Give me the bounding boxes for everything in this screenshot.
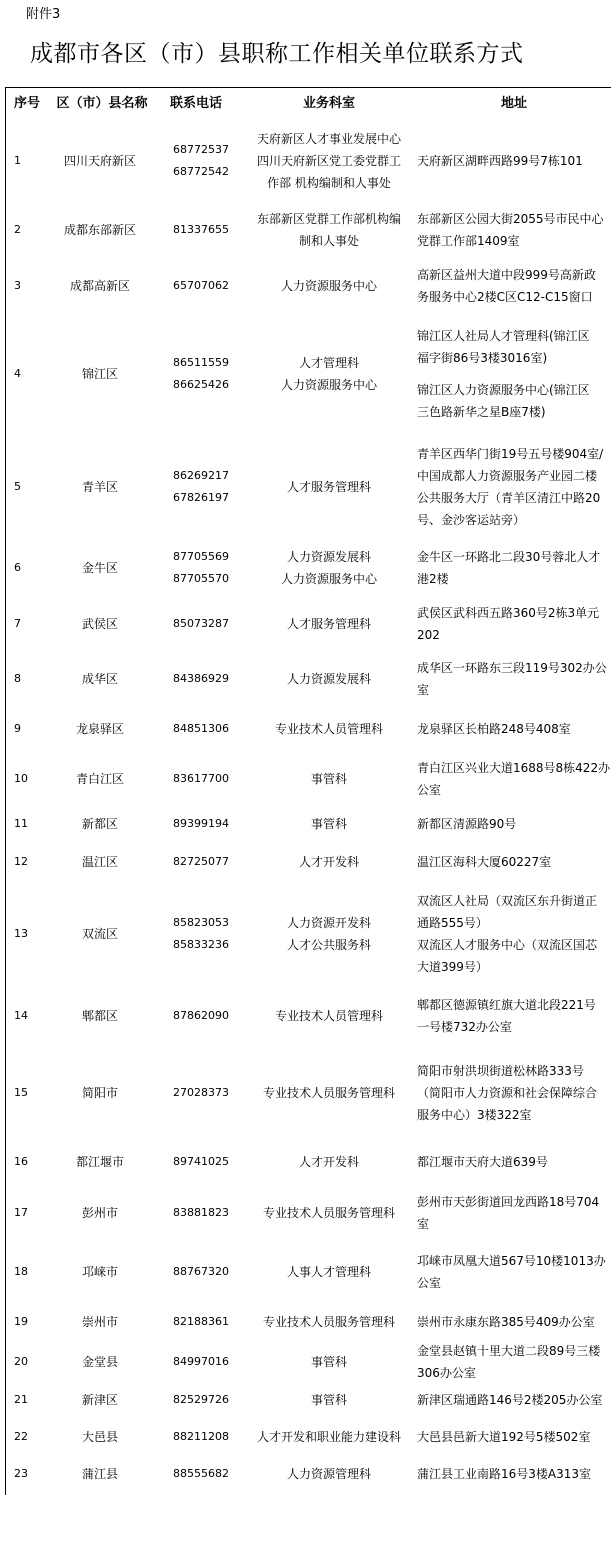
address-line: 邛崃市凤凰大道567号10楼1013办	[417, 1253, 606, 1268]
phone-cell	[156, 705, 246, 753]
table-row	[6, 1300, 611, 1343]
address-line: 公共服务大厅（青羊区清江中路20	[417, 490, 601, 505]
department-name: 制和人事处	[298, 234, 359, 248]
phone-cell	[156, 1243, 246, 1300]
header-name: 区（市）县名称	[56, 95, 148, 111]
address-line: 党群工作部1409室	[417, 234, 520, 248]
address-line: 金牛区一环路北二段30号蓉北人才	[417, 550, 601, 564]
department-name: 人才服务管理科	[286, 617, 371, 631]
address-line: 金堂县赵镇十里大道二段89号三楼	[417, 1344, 601, 1358]
phone-number: 85833236	[173, 938, 229, 951]
address-line: 通路555号）	[417, 916, 488, 930]
row-number: 7	[14, 617, 21, 630]
department-name: 人力资源管理科	[286, 1466, 371, 1481]
address-cell	[417, 1045, 611, 1141]
district-name: 武侯区	[81, 617, 118, 631]
address-cell	[417, 1381, 611, 1418]
table-row	[6, 540, 611, 596]
address-line: 武侯区武科西五路360号2栋3单元	[417, 606, 600, 620]
department-name: 人力资源服务中心	[280, 378, 377, 392]
department-name: 东部新区党群工作部机构编	[256, 212, 401, 226]
address-line: 锦江区人社局人才管理科(锦江区	[417, 329, 590, 343]
district-name: 成都东部新区	[63, 223, 136, 237]
row-number: 2	[14, 223, 21, 236]
table-row	[6, 1183, 611, 1243]
phone-cell	[156, 1381, 246, 1418]
address-line: 大邑县邑新大道192号5楼502室	[417, 1429, 591, 1444]
district-name: 四川天府新区	[63, 154, 136, 168]
phone-number: 86625426	[173, 378, 229, 391]
header-phone: 联系电话	[169, 95, 222, 111]
district-name: 龙泉驿区	[75, 722, 124, 736]
district-name: 崇州市	[81, 1314, 118, 1329]
district-name: 新都区	[81, 816, 118, 831]
address-line: 公室	[417, 1275, 442, 1290]
document-title: 成都市各区（市）县职称工作相关单位联系方式	[30, 41, 524, 67]
department-name: 事管科	[310, 1392, 347, 1407]
district-name: 成华区	[81, 672, 118, 686]
phone-number: 89399194	[173, 816, 229, 830]
district-name: 金牛区	[81, 561, 118, 575]
department-name: 四川天府新区党工委党群工	[256, 154, 401, 168]
department-name: 人力资源发展科	[286, 672, 371, 686]
phone-number: 84997016	[173, 1355, 229, 1368]
district-name: 大邑县	[81, 1429, 118, 1444]
phone-cell	[156, 595, 246, 653]
address-line: 龙泉驿区长柏路248号408室	[417, 722, 571, 736]
department-cell	[246, 540, 412, 596]
phone-number: 82725077	[173, 854, 229, 868]
row-number: 18	[14, 1264, 28, 1278]
attachment-label: 附件3	[26, 7, 61, 22]
phone-cell	[156, 1455, 246, 1492]
address-line: 蒲江县工业南路16号3楼A313室	[417, 1466, 592, 1481]
phone-number: 88555682	[173, 1466, 229, 1480]
address-line: 郫都区德源镇红旗大道北段221号	[417, 998, 596, 1012]
department-cell	[246, 316, 412, 432]
table-row	[6, 316, 611, 432]
department-name: 专业技术人员管理科	[274, 1009, 383, 1023]
address-cell	[417, 1343, 611, 1381]
phone-number: 87862090	[173, 1009, 229, 1022]
phone-number: 88211208	[173, 1429, 229, 1443]
district-name: 郫都区	[81, 1009, 118, 1023]
phone-cell	[156, 256, 246, 316]
address-cell	[417, 842, 611, 881]
address-line: 彭州市天彭街道回龙西路18号704	[417, 1195, 600, 1209]
district-name: 邛崃市	[81, 1264, 118, 1279]
phone-cell	[156, 881, 246, 987]
row-number: 17	[14, 1206, 28, 1219]
department-name: 作部 机构编制和人事处	[267, 176, 391, 190]
address-line: 双流区人社局（双流区东升街道正	[417, 894, 598, 908]
department-cell	[246, 1418, 412, 1455]
address-line: （简阳市人力资源和社会保障综合	[417, 1086, 598, 1100]
address-line: 崇州市永康东路385号409办公室	[417, 1314, 595, 1329]
address-line: 服务中心）3楼322室	[417, 1108, 532, 1122]
department-name: 人才开发和职业能力建设科	[256, 1429, 401, 1444]
address-line: 青白江区兴业大道1688号8栋422办	[417, 761, 611, 775]
phone-number: 88767320	[173, 1264, 229, 1278]
phone-number: 27028373	[173, 1086, 229, 1099]
department-cell	[246, 1300, 412, 1343]
department-cell	[246, 753, 412, 805]
phone-number: 82529726	[173, 1392, 229, 1406]
phone-cell	[156, 1183, 246, 1243]
department-cell	[246, 203, 412, 257]
district-name: 新津区	[81, 1392, 118, 1407]
table-row	[6, 595, 611, 653]
phone-cell	[156, 987, 246, 1045]
department-name: 人才服务管理科	[286, 479, 371, 494]
district-name: 成都高新区	[69, 279, 130, 293]
address-line: 简阳市射洪坝街道松林路333号	[417, 1064, 584, 1078]
address-cell	[417, 203, 611, 257]
row-number: 6	[14, 561, 21, 574]
address-line: 港2楼	[417, 572, 449, 586]
phone-number: 85823053	[173, 916, 229, 929]
row-number: 13	[14, 927, 28, 940]
phone-cell	[156, 653, 246, 705]
header-no: 序号	[14, 95, 41, 111]
district-name: 温江区	[81, 854, 118, 869]
table-row	[6, 203, 611, 257]
department-name: 专业技术人员管理科	[274, 722, 383, 736]
department-name: 专业技术人员服务管理科	[262, 1314, 395, 1329]
table-row	[6, 1343, 611, 1381]
address-line: 福字街86号3楼3016室)	[417, 351, 548, 365]
phone-number: 65707062	[173, 279, 229, 292]
district-name: 青白江区	[75, 772, 124, 786]
phone-number: 82188361	[173, 1314, 229, 1328]
address-line: 双流区人才服务中心（双流区国芯	[417, 938, 598, 952]
row-number: 8	[14, 672, 21, 685]
department-name: 人力资源服务中心	[280, 279, 377, 293]
address-line: 新津区瑞通路146号2楼205办公室	[417, 1392, 603, 1407]
address-cell	[417, 118, 611, 204]
phone-cell	[156, 433, 246, 540]
department-cell	[246, 1183, 412, 1243]
address-cell	[417, 1141, 611, 1183]
address-cell	[417, 753, 611, 805]
department-cell	[246, 433, 412, 540]
department-name: 事管科	[310, 816, 347, 831]
row-number: 3	[14, 279, 21, 292]
address-cell	[417, 881, 611, 987]
phone-number: 87705570	[173, 572, 229, 585]
contact-table	[5, 87, 611, 1495]
address-cell	[417, 1300, 611, 1343]
table-row	[6, 881, 611, 987]
department-cell	[246, 653, 412, 705]
department-cell	[246, 118, 412, 204]
table-row	[6, 705, 611, 753]
table-row	[6, 118, 611, 204]
address-line: 号、金沙客运站旁）	[417, 512, 526, 527]
phone-number: 83617700	[173, 772, 229, 785]
phone-number: 81337655	[173, 223, 229, 236]
address-line: 室	[417, 683, 430, 697]
address-cell	[417, 540, 611, 596]
phone-cell	[156, 1343, 246, 1381]
table-row	[6, 805, 611, 842]
row-number: 11	[14, 816, 28, 830]
department-name: 天府新区人才事业发展中心	[256, 132, 401, 146]
table-row	[6, 1141, 611, 1183]
row-number: 22	[14, 1429, 28, 1443]
row-number: 19	[14, 1314, 28, 1328]
row-number: 15	[14, 1086, 28, 1099]
department-cell	[246, 1243, 412, 1300]
phone-number: 68772542	[173, 165, 229, 178]
department-name: 人事人才管理科	[286, 1264, 371, 1279]
row-number: 21	[14, 1392, 28, 1406]
phone-number: 87705569	[173, 550, 229, 563]
address-line: 锦江区人力资源服务中心(锦江区	[417, 383, 590, 397]
address-cell	[417, 1455, 611, 1492]
table-row	[6, 842, 611, 881]
address-cell	[417, 705, 611, 753]
department-name: 人才开发科	[298, 1155, 359, 1169]
header-address: 地址	[500, 95, 527, 111]
address-line: 公室	[417, 783, 442, 797]
district-name: 彭州市	[81, 1206, 118, 1220]
address-line: 室	[417, 1217, 430, 1231]
table-row	[6, 653, 611, 705]
table-row	[6, 1455, 611, 1492]
address-cell	[417, 987, 611, 1045]
phone-number: 85073287	[173, 617, 229, 630]
address-line: 中国成都人力资源服务产业园二楼	[417, 468, 598, 483]
phone-cell	[156, 842, 246, 881]
table-row	[6, 256, 611, 316]
phone-cell	[156, 316, 246, 432]
phone-number: 68772537	[173, 143, 229, 156]
phone-cell	[156, 1141, 246, 1183]
address-cell	[417, 316, 611, 432]
phone-cell	[156, 1045, 246, 1141]
row-number: 16	[14, 1155, 28, 1168]
department-cell	[246, 1381, 412, 1418]
department-name: 人才公共服务科	[286, 938, 371, 952]
row-number: 1	[14, 154, 21, 167]
department-name: 事管科	[310, 1355, 347, 1369]
table-row	[6, 753, 611, 805]
address-line: 大道399号）	[417, 960, 488, 974]
address-cell	[417, 805, 611, 842]
department-cell	[246, 1141, 412, 1183]
row-number: 9	[14, 722, 21, 735]
address-line: 温江区海科大厦60227室	[417, 854, 552, 869]
row-number: 10	[14, 772, 28, 785]
address-line: 306办公室	[417, 1366, 476, 1380]
address-line: 一号楼732办公室	[417, 1020, 512, 1034]
address-line: 都江堰市天府大道639号	[417, 1155, 548, 1169]
department-cell	[246, 1045, 412, 1141]
phone-number: 86511559	[173, 356, 229, 369]
department-name: 事管科	[310, 772, 347, 786]
table-row	[6, 987, 611, 1045]
phone-cell	[156, 753, 246, 805]
district-name: 青羊区	[81, 479, 118, 494]
address-cell	[417, 653, 611, 705]
row-number: 14	[14, 1009, 28, 1022]
table-row	[6, 433, 611, 540]
district-name: 双流区	[81, 927, 118, 941]
row-number: 5	[14, 479, 21, 493]
phone-cell	[156, 540, 246, 596]
phone-number: 84851306	[173, 722, 229, 735]
row-number: 12	[14, 854, 28, 868]
address-line: 202	[417, 628, 440, 642]
district-name: 金堂县	[81, 1355, 118, 1369]
table-header-row	[6, 88, 611, 114]
phone-number: 67826197	[173, 490, 229, 504]
address-line: 三色路新华之星B座7楼)	[417, 405, 546, 419]
department-cell	[246, 1455, 412, 1492]
department-name: 专业技术人员服务管理科	[262, 1206, 395, 1220]
district-name: 锦江区	[81, 367, 118, 381]
address-line: 新都区清源路90号	[417, 816, 517, 831]
address-line: 天府新区湖畔西路99号7栋101	[417, 154, 583, 168]
department-cell	[246, 705, 412, 753]
district-name: 蒲江县	[81, 1466, 118, 1481]
phone-number: 86269217	[173, 468, 229, 482]
address-line: 高新区益州大道中段999号高新政	[417, 268, 596, 282]
department-cell	[246, 987, 412, 1045]
district-name: 都江堰市	[75, 1155, 124, 1169]
address-line: 务服务中心2楼C区C12-C15窗口	[417, 290, 593, 304]
department-cell	[246, 256, 412, 316]
phone-cell	[156, 118, 246, 204]
table-row	[6, 1045, 611, 1141]
department-cell	[246, 1343, 412, 1381]
department-name: 人才管理科	[298, 356, 359, 370]
address-cell	[417, 433, 611, 540]
department-cell	[246, 805, 412, 842]
phone-number: 83881823	[173, 1206, 229, 1219]
table-row	[6, 1243, 611, 1300]
address-cell	[417, 1243, 611, 1300]
address-line: 东部新区公园大街2055号市民中心	[417, 212, 604, 226]
address-line: 成华区一环路东三段119号302办公	[417, 661, 607, 675]
phone-cell	[156, 1418, 246, 1455]
phone-cell	[156, 203, 246, 257]
row-number: 4	[14, 367, 21, 380]
row-number: 20	[14, 1355, 28, 1368]
phone-number: 89741025	[173, 1155, 229, 1168]
department-cell	[246, 595, 412, 653]
table-row	[6, 1381, 611, 1418]
phone-cell	[156, 1300, 246, 1343]
header-dept: 业务科室	[302, 95, 355, 111]
department-name: 人力资源发展科	[286, 550, 371, 564]
department-name: 专业技术人员服务管理科	[262, 1086, 395, 1100]
phone-cell	[156, 805, 246, 842]
department-name: 人力资源服务中心	[280, 572, 377, 586]
department-cell	[246, 842, 412, 881]
address-cell	[417, 1418, 611, 1455]
district-name: 简阳市	[81, 1086, 118, 1100]
address-line: 青羊区西华门街19号五号楼904室/	[417, 446, 604, 461]
address-cell	[417, 595, 611, 653]
department-name: 人力资源开发科	[286, 916, 371, 930]
address-cell	[417, 1183, 611, 1243]
row-number: 23	[14, 1466, 28, 1480]
department-name: 人才开发科	[298, 854, 359, 869]
table-row	[6, 1418, 611, 1455]
phone-number: 84386929	[173, 672, 229, 685]
address-cell	[417, 256, 611, 316]
department-cell	[246, 881, 412, 987]
